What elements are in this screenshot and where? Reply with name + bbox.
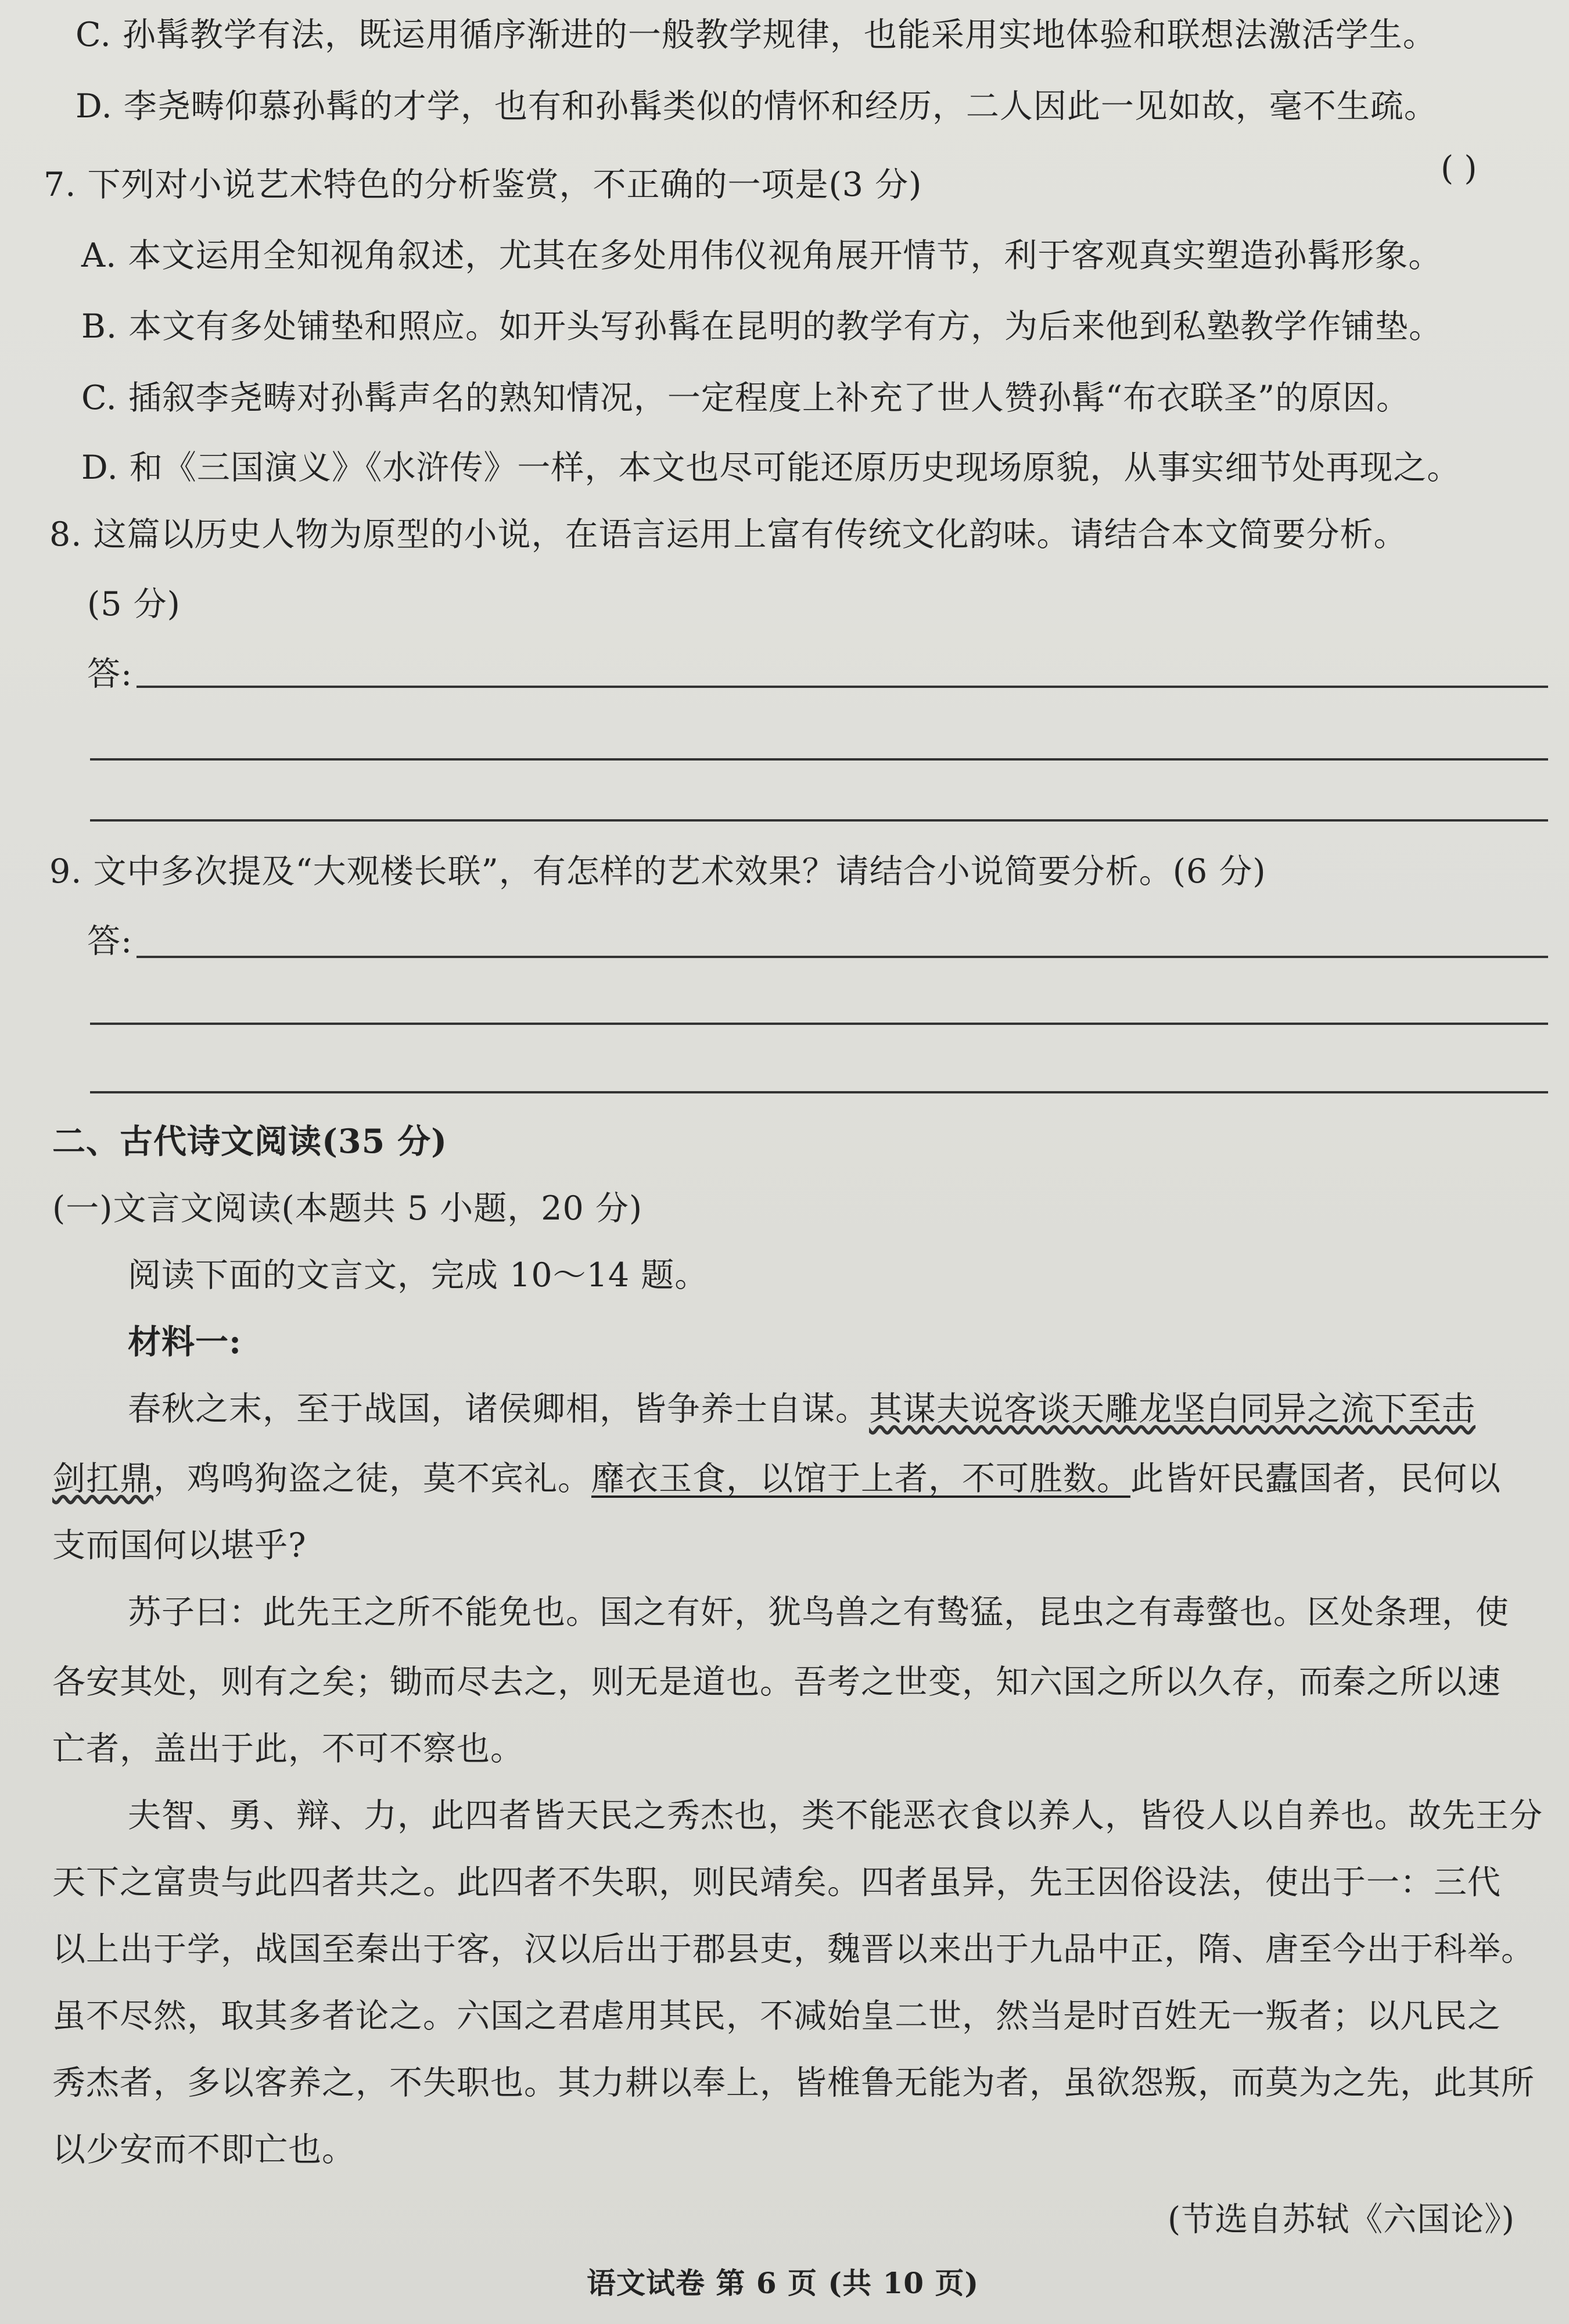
q8-answer-line-2[interactable] xyxy=(90,758,1548,761)
passage-p2-line-2: 各安其处，则有之矣；锄而尽去之，则无是道也。吾考之世变，知六国之所以久存，而秦之所以速 xyxy=(52,1663,1501,1701)
passage-wavy-underlined: 其谋夫说客谈天雕龙坚白同异之流下至击 xyxy=(869,1390,1475,1428)
passage-p3-line-5: 秀杰者，多以客养之，不失职也。其力耕以奉上，皆椎鲁无能为者，虽欲怨叛，而莫为之先，此其所 xyxy=(52,2064,1535,2102)
q7-option-a: A. 本文运用全知视角叙述，尤其在多处用伟仪视角展开情节，利于客观真实塑造孙髯形象。 xyxy=(81,236,1442,275)
q9-answer-line-2[interactable] xyxy=(90,1023,1548,1025)
passage-p1-text: 春秋之末，至于战国，诸侯卿相，皆争养士自谋。 xyxy=(128,1390,869,1428)
q9-answer-label: 答: xyxy=(87,922,133,960)
passage-wavy-underlined: 剑扛鼎 xyxy=(52,1459,153,1498)
q7-option-b: B. 本文有多处铺垫和照应。如开头写孙髯在昆明的教学有方，为后来他到私塾教学作铺垫。 xyxy=(81,307,1443,346)
passage-p3-line-6: 以少安而不即亡也。 xyxy=(52,2131,356,2169)
q6-option-d: D. 李尧畴仰慕孙髯的才学，也有和孙髯类似的情怀和经历，二人因此一见如故，毫不生疏。 xyxy=(76,87,1438,125)
passage-p1-text: ，鸡鸣狗盗之徒，莫不宾礼。 xyxy=(153,1459,591,1498)
passage-source: (节选自苏轼《六国论》) xyxy=(1168,2200,1515,2239)
passage-p1-text: 此皆奸民蠹国者，民何以 xyxy=(1130,1459,1501,1498)
q9-answer-line-3[interactable] xyxy=(90,1091,1548,1093)
passage-p3-line-1: 夫智、勇、辩、力，此四者皆天民之秀杰也，类不能恶衣食以养人，皆役人以自养也。故先王分 xyxy=(128,1796,1543,1835)
material-one-label: 材料一: xyxy=(128,1322,242,1361)
page-footer: 语文试卷 第 6 页 (共 10 页) xyxy=(587,2266,979,2300)
q9-answer-line-1[interactable] xyxy=(137,956,1548,958)
passage-p1-line-2 xyxy=(52,1455,1501,1502)
section-2-title: 二、古代诗文阅读(35 分) xyxy=(52,1122,448,1161)
q7-option-d: D. 和《三国演义》《水浒传》一样，本文也尽可能还原历史现场原貌，从事实细节处再现之。 xyxy=(81,449,1461,487)
q9-stem: 9. 文中多次提及“大观楼长联”，有怎样的艺术效果？请结合小说简要分析。(6 分) xyxy=(49,852,1266,891)
q7-stem: 7. 下列对小说艺术特色的分析鉴赏，不正确的一项是(3 分) xyxy=(44,166,922,204)
q8-answer-line-3[interactable] xyxy=(90,819,1548,822)
passage-p1-line-1 xyxy=(128,1386,1475,1432)
q8-stem: 8. 这篇以历史人物为原型的小说，在语言运用上富有传统文化韵味。请结合本文简要分析。 xyxy=(49,515,1408,554)
section-2-subtitle: (一)文言文阅读(本题共 5 小题，20 分) xyxy=(52,1189,643,1228)
passage-p2-line-1: 苏子曰：此先王之所不能免也。国之有奸，犹鸟兽之有鸷猛，昆虫之有毒螫也。区处条理，使 xyxy=(128,1593,1509,1631)
passage-p1-line-3: 支而国何以堪乎? xyxy=(52,1526,307,1565)
q8-answer-line-1[interactable] xyxy=(137,686,1548,688)
q6-option-c: C. 孙髯教学有法，既运用循序渐进的一般教学规律，也能采用实地体验和联想法激活学生。 xyxy=(76,16,1437,54)
q7-answer-bracket: ( ) xyxy=(1441,149,1477,188)
passage-p3-line-2: 天下之富贵与此四者共之。此四者不失职，则民靖矣。四者虽异，先王因俗设法，使出于一：三代 xyxy=(52,1863,1501,1902)
passage-p3-line-4: 虽不尽然，取其多者论之。六国之君虐用其民，不减始皇二世，然当是时百姓无一叛者；以凡民之 xyxy=(52,1997,1501,2035)
q7-option-c: C. 插叙李尧畴对孙髯声名的熟知情况，一定程度上补充了世人赞孙髯“布衣联圣”的原因。 xyxy=(81,379,1410,417)
q8-answer-label: 答: xyxy=(87,655,133,693)
passage-underlined-sentence: 靡衣玉食，以馆于上者，不可胜数。 xyxy=(591,1459,1130,1498)
passage-p2-line-3: 亡者，盖出于此，不可不察也。 xyxy=(52,1730,524,1768)
q8-points: (5 分) xyxy=(87,585,181,623)
section-2-instruction: 阅读下面的文言文，完成 10～14 题。 xyxy=(128,1256,709,1294)
passage-p3-line-3: 以上出于学，战国至秦出于客，汉以后出于郡县吏，魏晋以来出于九品中正，隋、唐至今出于科举。 xyxy=(52,1930,1535,1968)
